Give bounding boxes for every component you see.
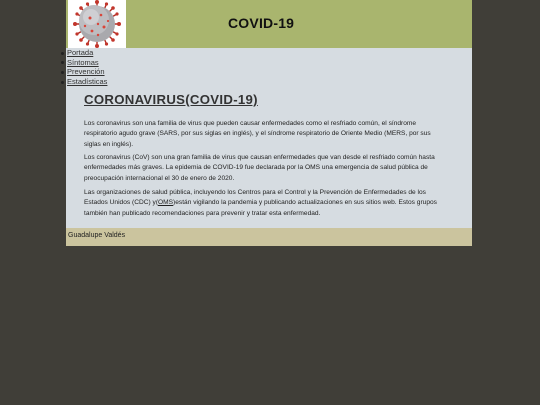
nav-item-estadisticas xyxy=(66,77,107,87)
main-navigation xyxy=(66,48,107,87)
bullet-icon xyxy=(61,61,64,64)
page-container xyxy=(66,0,472,246)
oms-link[interactable]: OMS xyxy=(158,199,174,207)
paragraph-organizations-text-start: Las organizaciones de salud pública, incluyendo los Centros para el Control y la Prevención de Enfermedades de los Estados Unidos (CDC) y( xyxy=(84,189,426,207)
bullet-icon xyxy=(61,81,64,84)
nav-link-estadisticas[interactable]: Estadísticas xyxy=(67,77,108,87)
site-footer xyxy=(66,228,472,246)
paragraph-organizations xyxy=(84,188,449,219)
site-title: COVID-19 xyxy=(228,15,295,31)
coronavirus-icon xyxy=(68,0,126,48)
paragraph-organizations-text-end: )están vigilando la pandemia y publicando actualizaciones en sus sitios web. Estos grupos también han publicado recomendaciones para prevenir y tratar esta enfermedad. xyxy=(84,199,437,217)
nav-link-sintomas[interactable]: Síntomas xyxy=(67,57,99,67)
site-header xyxy=(66,0,472,48)
page-heading: CORONAVIRUS(COVID-19) xyxy=(84,92,258,107)
paragraph-definition: Los coronavirus son una familia de virus que pueden causar enfermedades como el resfriado común, el síndrome respiratorio agudo grave (SARS, por sus siglas en inglés), y el síndrome respiratorio de Oriente Medio (MERS, por sus siglas en inglés). xyxy=(84,120,431,148)
footer-author: Guadalupe Valdés xyxy=(68,232,126,239)
bullet-icon xyxy=(61,52,64,55)
nav-item-prevencion xyxy=(66,67,107,77)
main-content xyxy=(84,91,449,217)
nav-link-prevencion[interactable]: Prevención xyxy=(67,67,105,77)
paragraph-epidemic: Los coronavirus (CoV) son una gran familia de virus que causan enfermedades que van desde el resfriado común hasta enfermedades más graves. La epidemia de COVID-19 fue declarada por la OMS una emergencia de salud pública de preocupación internacional el 30 de enero de 2020. xyxy=(84,154,435,182)
nav-item-sintomas xyxy=(66,58,107,68)
nav-item-portada xyxy=(66,48,107,58)
bullet-icon xyxy=(61,71,64,74)
nav-link-portada[interactable]: Portada xyxy=(67,48,94,57)
